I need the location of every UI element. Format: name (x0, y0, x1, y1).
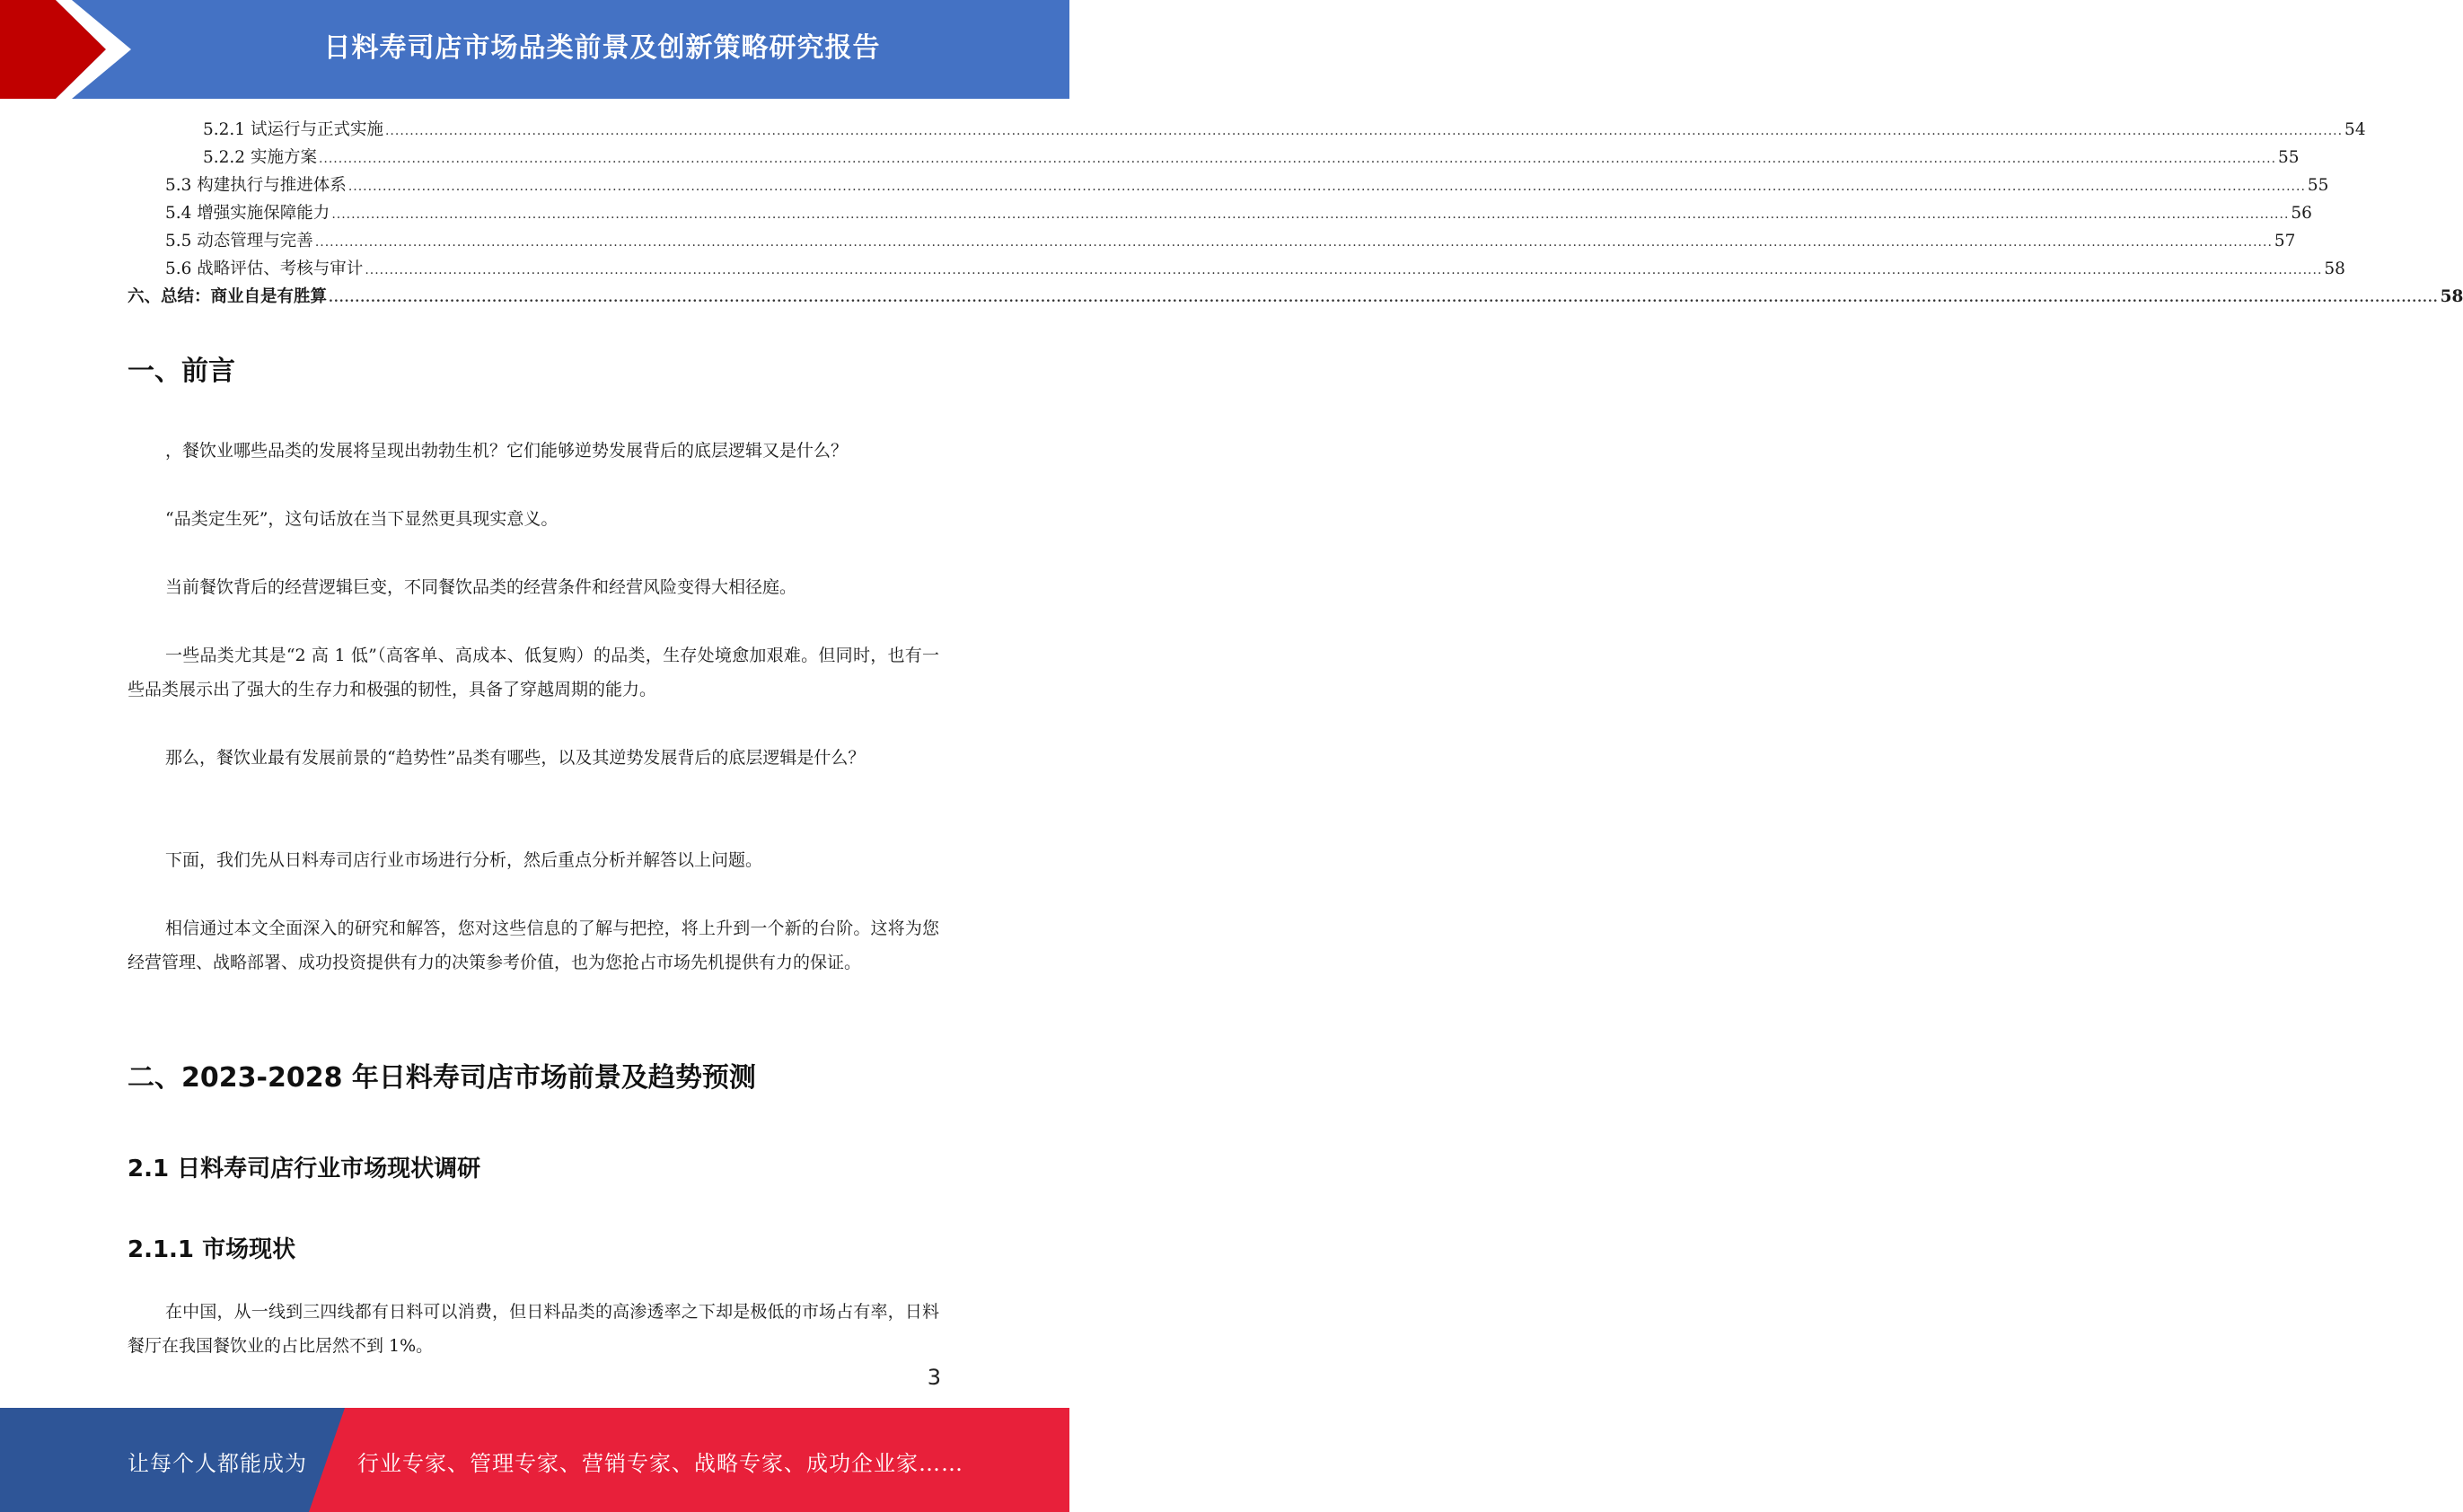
toc-entry[interactable] (128, 200, 2312, 228)
page-number: 3 (927, 1365, 941, 1390)
section-heading-2-1: 2.1 日料寿司店行业市场现状调研 (128, 1156, 481, 1182)
toc-entry[interactable] (128, 172, 2329, 200)
toc-entry-label: 5.5 动态管理与完善 (165, 232, 313, 251)
toc-entry-page: 58 (2324, 259, 2345, 278)
paragraph: 在中国，从一线到三四线都有日料可以消费，但日料品类的高渗透率之下却是极低的市场占有率，日料餐厅在我国餐饮业的占比居然不到 1%。 (128, 1302, 939, 1356)
toc-entry-page: 54 (2344, 120, 2366, 139)
toc-entry-label: 5.4 增强实施保障能力 (165, 204, 330, 223)
toc-entry-page: 55 (2278, 148, 2300, 167)
toc-dot-leader: ................................................................................................................................................................................................................................................................................................................................................................................................................ (365, 263, 2323, 277)
section-heading-preface: 一、前言 (128, 356, 235, 387)
toc-entry[interactable] (128, 256, 2345, 284)
toc-dot-leader: ................................................................................................................................................................................................................................................................................................................................................................................................................ (347, 180, 2306, 194)
toc-entry[interactable] (128, 117, 2366, 145)
toc-entry[interactable] (128, 284, 2463, 312)
toc-dot-leader: ................................................................................................................................................................................................................................................................................................................................................................................................................ (331, 207, 2290, 222)
chapter-heading-2: 二、2023-2028 年日料寿司店市场前景及趋势预测 (128, 1062, 756, 1094)
page-footer (0, 1408, 1069, 1512)
toc-dot-leader: ................................................................................................................................................................................................................................................................................................................................................................................................................ (329, 291, 2439, 305)
paragraph: 一些品类尤其是“2 高 1 低”（高客单、高成本、低复购）的品类，生存处境愈加艰难。但同时，也有一些品类展示出了强大的生存力和极强的韧性，具备了穿越周期的能力。 (128, 646, 939, 699)
report-title: 日料寿司店市场品类前景及创新策略研究报告 (323, 32, 881, 64)
toc-dot-leader: ................................................................................................................................................................................................................................................................................................................................................................................................................ (318, 152, 2277, 166)
toc-dot-leader: ................................................................................................................................................................................................................................................................................................................................................................................................................ (314, 235, 2273, 250)
toc-entry-label: 5.3 构建执行与推进体系 (165, 176, 347, 195)
toc-entry-label: 5.2.2 实施方案 (203, 148, 317, 167)
footer-slogan: 让每个人都能成为 (128, 1451, 307, 1476)
section-heading-2-1-1: 2.1.1 市场现状 (128, 1236, 296, 1263)
paragraph: 下面，我们先从日料寿司店行业市场进行分析，然后重点分析并解答以上问题。 (165, 850, 763, 870)
paragraph: ，餐饮业哪些品类的发展将呈现出勃勃生机？它们能够逆势发展背后的底层逻辑又是什么？ (165, 441, 849, 461)
toc-entry-page: 56 (2291, 204, 2312, 223)
toc-entry-label: 5.6 战略评估、考核与审计 (165, 259, 364, 278)
toc-entry-label: 5.2.1 试运行与正式实施 (203, 120, 383, 139)
table-of-contents (128, 117, 2463, 312)
toc-entry-page: 55 (2307, 176, 2329, 195)
toc-entry[interactable] (128, 145, 2300, 172)
toc-entry-page: 57 (2274, 232, 2296, 251)
footer-tagline: 行业专家、管理专家、营销专家、战略专家、成功企业家…… (357, 1451, 963, 1476)
page-header (0, 0, 1069, 99)
paragraph: 当前餐饮背后的经营逻辑巨变，不同餐饮品类的经营条件和经营风险变得大相径庭。 (165, 577, 797, 597)
paragraph: 那么，餐饮业最有发展前景的“趋势性”品类有哪些，以及其逆势发展背后的底层逻辑是什么？ (165, 748, 866, 768)
paragraph: 相信通过本文全面深入的研究和解答，您对这些信息的了解与把控，将上升到一个新的台阶。这将为您经营管理、战略部署、成功投资提供有力的决策参考价值，也为您抢占市场先机提供有力的保证。 (128, 919, 939, 972)
toc-entry-label: 六、总结：商业自是有胜算 (128, 287, 328, 306)
paragraph: “品类定生死”，这句话放在当下显然更具现实意义。 (165, 509, 559, 529)
toc-entry[interactable] (128, 228, 2296, 256)
toc-dot-leader: ................................................................................................................................................................................................................................................................................................................................................................................................................ (384, 124, 2344, 138)
toc-entry-page: 58 (2440, 287, 2463, 306)
